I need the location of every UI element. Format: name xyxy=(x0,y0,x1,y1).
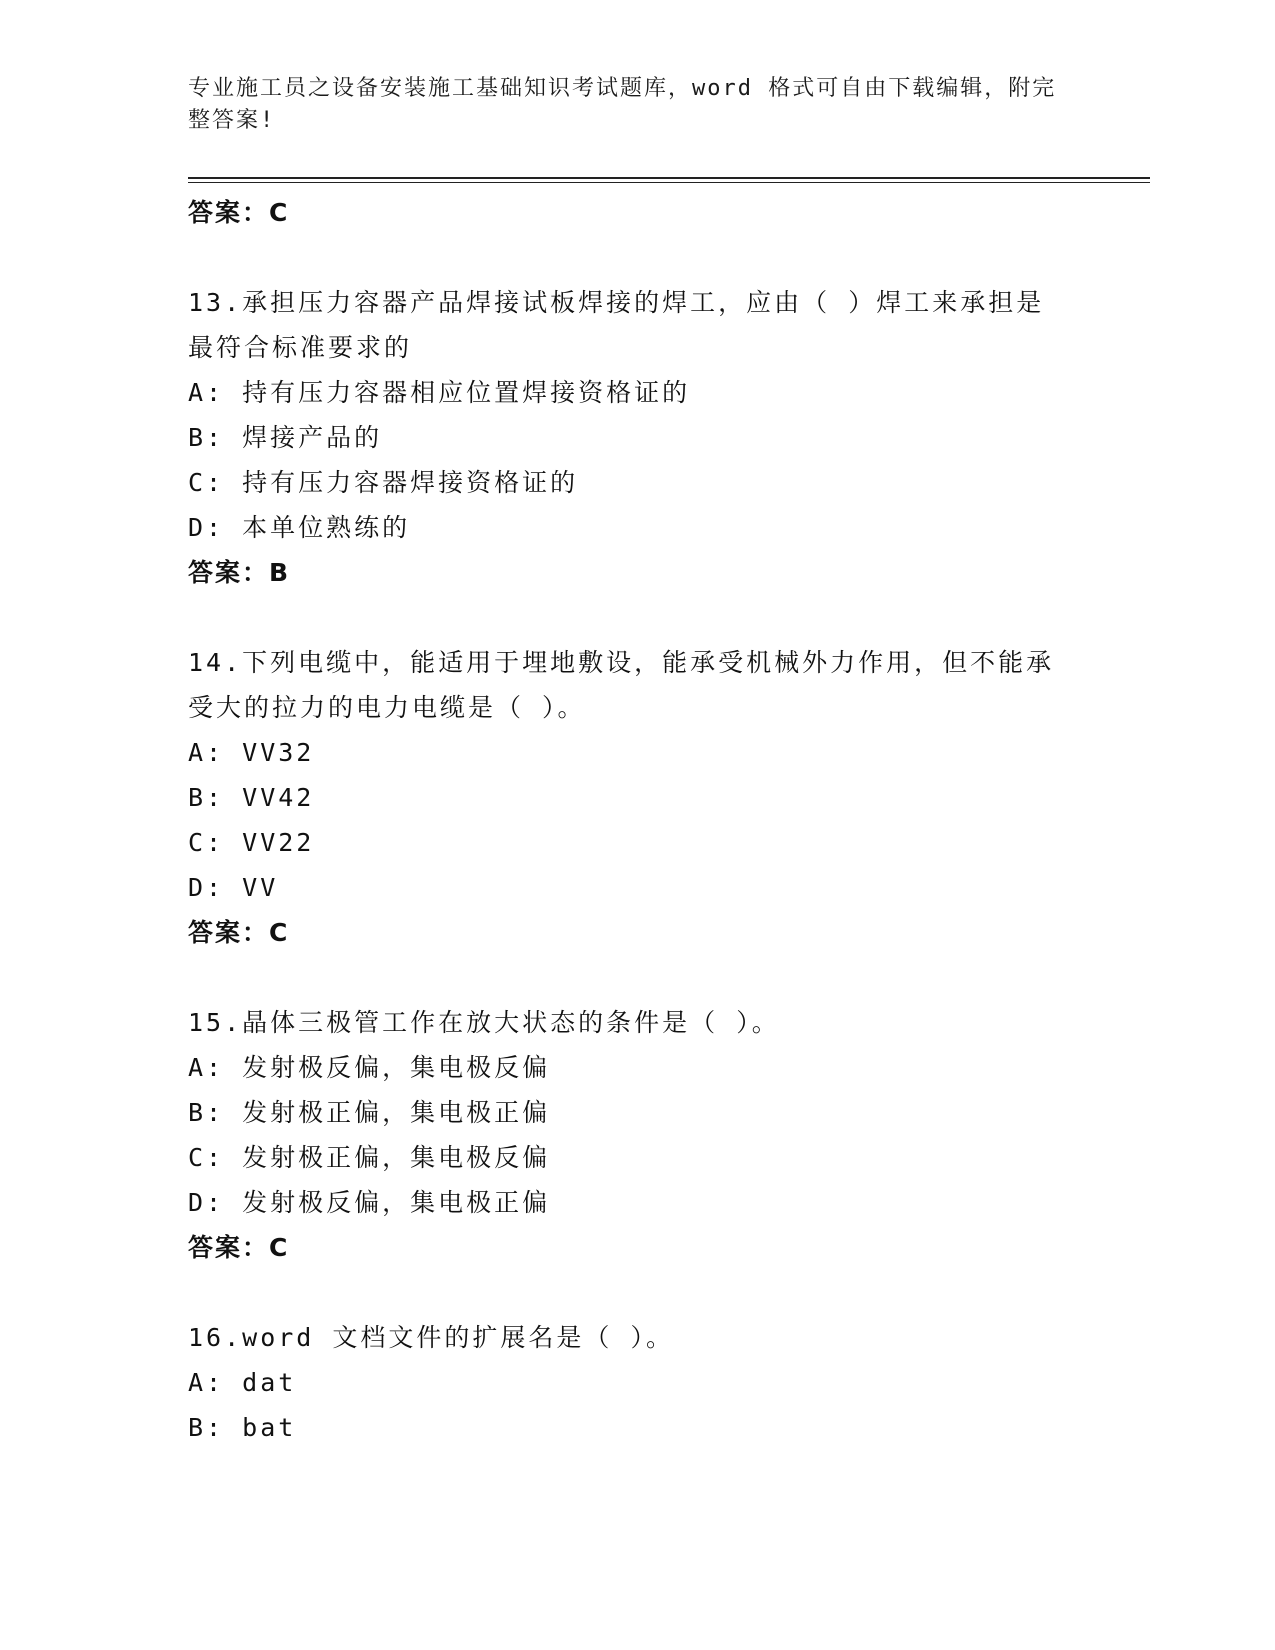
question-stem-cont: 最符合标准要求的 xyxy=(188,333,413,362)
header-line-1: 专业施工员之设备安装施工基础知识考试题库，word 格式可自由下载编辑，附完 xyxy=(188,76,1057,101)
document-header xyxy=(188,73,1088,137)
answer-value: B xyxy=(269,558,291,587)
option-a: A: 发射极反偏，集电极反偏 xyxy=(188,1053,551,1082)
answer xyxy=(188,1225,1088,1270)
option-c: C: 发射极正偏，集电极反偏 xyxy=(188,1143,551,1172)
option-c: C: 持有压力容器焊接资格证的 xyxy=(188,468,579,497)
spacer xyxy=(188,595,1088,640)
answer-value: C xyxy=(269,918,290,947)
answer-value: C xyxy=(269,198,290,227)
option-b: B: bat xyxy=(188,1413,297,1442)
option-d: D: VV xyxy=(188,873,279,902)
question-stem: 13.承担压力容器产品焊接试板焊接的焊工，应由（ ）焊工来承担是 xyxy=(188,288,1045,317)
answer-label: 答案： xyxy=(188,1233,270,1262)
header-rule-thick xyxy=(188,177,1150,179)
option-d: D: 发射极反偏，集电极正偏 xyxy=(188,1188,551,1217)
answer-label: 答案： xyxy=(188,558,270,587)
question-stem: 16.word 文档文件的扩展名是（ ）。 xyxy=(188,1323,674,1352)
answer xyxy=(188,550,1088,595)
question-13 xyxy=(188,280,1088,595)
question-stem: 15.晶体三极管工作在放大状态的条件是（ ）。 xyxy=(188,1008,780,1037)
option-b: B: 发射极正偏，集电极正偏 xyxy=(188,1098,551,1127)
option-d: D: 本单位熟练的 xyxy=(188,513,411,542)
option-c: C: VV22 xyxy=(188,828,315,857)
option-b: B: VV42 xyxy=(188,783,315,812)
question-15 xyxy=(188,1000,1088,1270)
option-a: A: VV32 xyxy=(188,738,315,767)
answer-label: 答案： xyxy=(188,198,270,227)
question-stem: 14.下列电缆中，能适用于埋地敷设，能承受机械外力作用，但不能承 xyxy=(188,648,1055,677)
answer xyxy=(188,910,1088,955)
option-a: A: 持有压力容器相应位置焊接资格证的 xyxy=(188,378,691,407)
spacer xyxy=(188,955,1088,1000)
answer-label: 答案： xyxy=(188,918,270,947)
answer-value: C xyxy=(269,1233,290,1262)
question-stem-cont: 受大的拉力的电力电缆是（ ）。 xyxy=(188,693,586,722)
question-16 xyxy=(188,1315,1088,1450)
option-a: A: dat xyxy=(188,1368,297,1397)
spacer xyxy=(188,235,1088,280)
option-b: B: 焊接产品的 xyxy=(188,423,383,452)
question-14 xyxy=(188,640,1088,955)
header-rule-thin xyxy=(188,182,1150,183)
answer-prev xyxy=(188,190,1088,235)
header-line-2: 整答案! xyxy=(188,108,276,133)
document-body xyxy=(188,190,1088,1450)
spacer xyxy=(188,1270,1088,1315)
